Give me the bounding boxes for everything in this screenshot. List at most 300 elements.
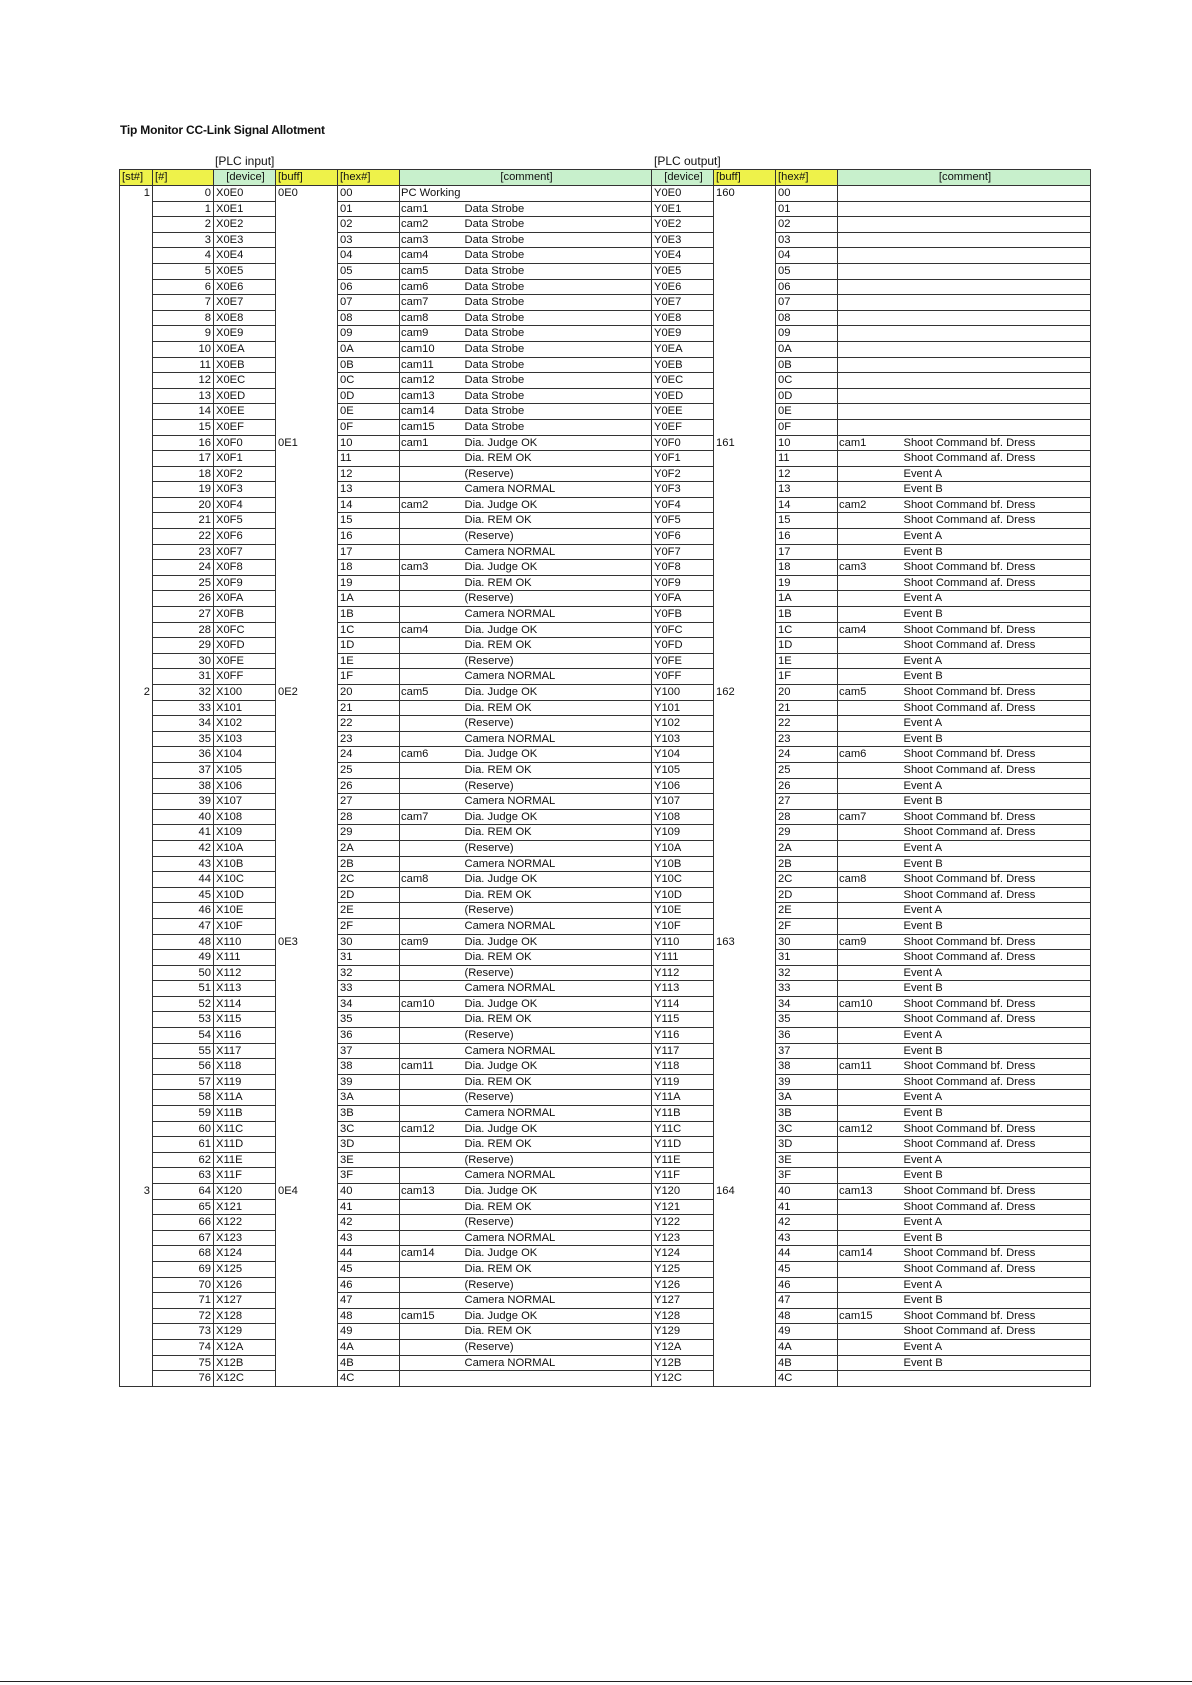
cell-output-hex: 22 bbox=[776, 716, 838, 732]
cell-input-camera bbox=[400, 529, 463, 545]
cell-input-camera: cam7 bbox=[400, 295, 463, 311]
cell-output-camera: cam7 bbox=[838, 809, 902, 825]
cell-output-buffer bbox=[714, 996, 776, 1012]
cell-output-hex: 37 bbox=[776, 1043, 838, 1059]
cell-input-comment: Dia. Judge OK bbox=[463, 622, 652, 638]
cell-input-buffer bbox=[276, 201, 338, 217]
cell-input-comment: Camera NORMAL bbox=[463, 1168, 652, 1184]
cell-output-comment bbox=[902, 310, 1091, 326]
cell-output-buffer bbox=[714, 1324, 776, 1340]
cell-input-comment: (Reserve) bbox=[463, 1339, 652, 1355]
cell-input-hex: 17 bbox=[338, 544, 400, 560]
cell-input-camera bbox=[400, 466, 463, 482]
cell-input-hex: 00 bbox=[338, 186, 400, 202]
table-row bbox=[120, 1090, 1091, 1106]
cell-input-buffer bbox=[276, 965, 338, 981]
cell-input-camera: cam6 bbox=[400, 279, 463, 295]
table-row bbox=[120, 934, 1091, 950]
cell-output-device: Y0FD bbox=[652, 638, 714, 654]
cell-input-camera: cam7 bbox=[400, 809, 463, 825]
cell-output-device: Y10B bbox=[652, 856, 714, 872]
table-row bbox=[120, 1028, 1091, 1044]
cell-input-comment: Dia. REM OK bbox=[463, 1261, 652, 1277]
cell-input-hex: 47 bbox=[338, 1293, 400, 1309]
cell-input-camera: cam5 bbox=[400, 685, 463, 701]
cell-output-device: Y0ED bbox=[652, 388, 714, 404]
cell-output-camera bbox=[838, 716, 902, 732]
cell-input-camera: cam1 bbox=[400, 201, 463, 217]
cell-input-hex: 13 bbox=[338, 482, 400, 498]
cell-input-device: X116 bbox=[214, 1028, 276, 1044]
cell-output-hex: 0C bbox=[776, 373, 838, 389]
cell-output-comment: Shoot Command af. Dress bbox=[902, 638, 1091, 654]
cell-output-buffer bbox=[714, 1215, 776, 1231]
cell-output-comment: Shoot Command af. Dress bbox=[902, 762, 1091, 778]
cell-input-camera: cam9 bbox=[400, 326, 463, 342]
table-row bbox=[120, 497, 1091, 513]
cell-output-comment: Shoot Command bf. Dress bbox=[902, 872, 1091, 888]
cell-number: 70 bbox=[153, 1277, 214, 1293]
cell-output-camera bbox=[838, 201, 902, 217]
cell-output-device: Y102 bbox=[652, 716, 714, 732]
cell-input-comment: Dia. REM OK bbox=[463, 513, 652, 529]
table-row bbox=[120, 794, 1091, 810]
cell-output-comment: Shoot Command af. Dress bbox=[902, 1324, 1091, 1340]
table-row bbox=[120, 981, 1091, 997]
cell-output-camera bbox=[838, 856, 902, 872]
cell-station bbox=[120, 731, 153, 747]
cell-output-camera bbox=[838, 825, 902, 841]
cell-output-comment: Event A bbox=[902, 1339, 1091, 1355]
cell-input-camera bbox=[400, 1012, 463, 1028]
cell-input-camera bbox=[400, 575, 463, 591]
cell-output-device: Y0FB bbox=[652, 607, 714, 623]
cell-input-device: X12A bbox=[214, 1339, 276, 1355]
cell-input-device: X0E3 bbox=[214, 232, 276, 248]
cell-number: 39 bbox=[153, 794, 214, 810]
cell-input-device: X0FC bbox=[214, 622, 276, 638]
cell-output-hex: 1A bbox=[776, 591, 838, 607]
cell-number: 41 bbox=[153, 825, 214, 841]
table-row bbox=[120, 965, 1091, 981]
cell-input-hex: 41 bbox=[338, 1199, 400, 1215]
cell-output-comment bbox=[902, 373, 1091, 389]
cell-output-comment: Event B bbox=[902, 1293, 1091, 1309]
cell-number: 22 bbox=[153, 529, 214, 545]
cell-output-hex: 10 bbox=[776, 435, 838, 451]
cell-station bbox=[120, 357, 153, 373]
cell-output-hex: 45 bbox=[776, 1261, 838, 1277]
cell-output-hex: 1B bbox=[776, 607, 838, 623]
cell-output-hex: 49 bbox=[776, 1324, 838, 1340]
cell-station bbox=[120, 840, 153, 856]
cell-input-hex: 40 bbox=[338, 1184, 400, 1200]
cell-input-hex: 1C bbox=[338, 622, 400, 638]
cell-output-buffer: 161 bbox=[714, 435, 776, 451]
cell-input-hex: 45 bbox=[338, 1261, 400, 1277]
cell-station bbox=[120, 1199, 153, 1215]
cell-output-comment: Shoot Command af. Dress bbox=[902, 513, 1091, 529]
cell-output-camera bbox=[838, 1012, 902, 1028]
cell-output-camera bbox=[838, 1152, 902, 1168]
plc-input-label: [PLC input] bbox=[215, 154, 275, 168]
cell-output-buffer bbox=[714, 1308, 776, 1324]
cell-input-device: X10C bbox=[214, 872, 276, 888]
cell-input-hex: 12 bbox=[338, 466, 400, 482]
cell-output-camera bbox=[838, 981, 902, 997]
cell-input-hex: 23 bbox=[338, 731, 400, 747]
cell-input-buffer bbox=[276, 1199, 338, 1215]
cell-output-device: Y101 bbox=[652, 700, 714, 716]
cell-input-comment: Camera NORMAL bbox=[463, 544, 652, 560]
cell-input-hex: 08 bbox=[338, 310, 400, 326]
cell-input-comment: Data Strobe bbox=[463, 295, 652, 311]
cell-output-hex: 21 bbox=[776, 700, 838, 716]
cell-output-buffer bbox=[714, 1371, 776, 1387]
cell-input-buffer bbox=[276, 887, 338, 903]
cell-input-comment: Data Strobe bbox=[463, 201, 652, 217]
cell-number: 40 bbox=[153, 809, 214, 825]
header-out-device: [device] bbox=[652, 170, 714, 186]
cell-input-device: X0E6 bbox=[214, 279, 276, 295]
cell-number: 2 bbox=[153, 217, 214, 233]
cell-input-camera: cam10 bbox=[400, 341, 463, 357]
cell-output-comment: Event B bbox=[902, 1168, 1091, 1184]
cell-input-comment: (Reserve) bbox=[463, 1152, 652, 1168]
document-title: Tip Monitor CC-Link Signal Allotment bbox=[120, 123, 325, 137]
cell-output-device: Y11D bbox=[652, 1137, 714, 1153]
cell-input-comment: (Reserve) bbox=[463, 653, 652, 669]
cell-input-hex: 28 bbox=[338, 809, 400, 825]
cell-number: 54 bbox=[153, 1028, 214, 1044]
cell-number: 68 bbox=[153, 1246, 214, 1262]
table-row bbox=[120, 1355, 1091, 1371]
table-row bbox=[120, 762, 1091, 778]
cell-input-hex: 02 bbox=[338, 217, 400, 233]
cell-output-hex: 2D bbox=[776, 887, 838, 903]
cell-input-hex: 22 bbox=[338, 716, 400, 732]
cell-input-camera bbox=[400, 965, 463, 981]
cell-output-hex: 1C bbox=[776, 622, 838, 638]
cell-input-camera: cam12 bbox=[400, 1121, 463, 1137]
cell-output-comment: Shoot Command af. Dress bbox=[902, 950, 1091, 966]
cell-input-comment: Camera NORMAL bbox=[463, 482, 652, 498]
cell-output-device: Y11C bbox=[652, 1121, 714, 1137]
cell-input-hex: 48 bbox=[338, 1308, 400, 1324]
cell-input-hex: 2A bbox=[338, 840, 400, 856]
table-row bbox=[120, 747, 1091, 763]
cell-output-comment: Shoot Command bf. Dress bbox=[902, 809, 1091, 825]
cell-output-device: Y0E5 bbox=[652, 263, 714, 279]
cell-output-buffer bbox=[714, 840, 776, 856]
table-row bbox=[120, 856, 1091, 872]
cell-input-camera bbox=[400, 1090, 463, 1106]
cell-station: 2 bbox=[120, 685, 153, 701]
cell-input-buffer bbox=[276, 279, 338, 295]
cell-input-hex: 3C bbox=[338, 1121, 400, 1137]
cell-output-device: Y104 bbox=[652, 747, 714, 763]
cell-input-camera: cam6 bbox=[400, 747, 463, 763]
cell-output-camera: cam14 bbox=[838, 1246, 902, 1262]
cell-output-comment bbox=[902, 419, 1091, 435]
cell-station bbox=[120, 451, 153, 467]
cell-input-device: X105 bbox=[214, 762, 276, 778]
cell-station bbox=[120, 903, 153, 919]
cell-input-buffer bbox=[276, 1090, 338, 1106]
cell-output-hex: 03 bbox=[776, 232, 838, 248]
cell-output-hex: 08 bbox=[776, 310, 838, 326]
cell-input-device: X115 bbox=[214, 1012, 276, 1028]
cell-station: 1 bbox=[120, 186, 153, 202]
cell-output-comment: Event A bbox=[902, 965, 1091, 981]
cell-input-comment: Dia. Judge OK bbox=[463, 747, 652, 763]
cell-output-hex: 2B bbox=[776, 856, 838, 872]
table-row bbox=[120, 1246, 1091, 1262]
cell-input-camera bbox=[400, 1230, 463, 1246]
cell-output-buffer bbox=[714, 981, 776, 997]
cell-output-comment: Shoot Command af. Dress bbox=[902, 1137, 1091, 1153]
cell-output-device: Y126 bbox=[652, 1277, 714, 1293]
cell-input-hex: 2E bbox=[338, 903, 400, 919]
cell-input-buffer bbox=[276, 700, 338, 716]
cell-input-device: X108 bbox=[214, 809, 276, 825]
cell-output-comment: Event B bbox=[902, 669, 1091, 685]
cell-input-hex: 04 bbox=[338, 248, 400, 264]
cell-output-comment bbox=[902, 326, 1091, 342]
cell-input-comment: Dia. Judge OK bbox=[463, 1184, 652, 1200]
table-row bbox=[120, 1230, 1091, 1246]
cell-output-camera bbox=[838, 248, 902, 264]
cell-output-buffer bbox=[714, 1028, 776, 1044]
cell-input-device: X120 bbox=[214, 1184, 276, 1200]
cell-output-buffer bbox=[714, 201, 776, 217]
cell-station bbox=[120, 435, 153, 451]
cell-input-camera bbox=[400, 716, 463, 732]
cell-input-hex: 29 bbox=[338, 825, 400, 841]
cell-input-camera bbox=[400, 1324, 463, 1340]
cell-input-comment: Dia. REM OK bbox=[463, 1324, 652, 1340]
cell-input-hex: 46 bbox=[338, 1277, 400, 1293]
cell-station bbox=[120, 388, 153, 404]
cell-output-device: Y107 bbox=[652, 794, 714, 810]
cell-station bbox=[120, 1090, 153, 1106]
cell-output-device: Y0FF bbox=[652, 669, 714, 685]
cell-output-buffer bbox=[714, 1012, 776, 1028]
cell-input-device: X112 bbox=[214, 965, 276, 981]
cell-output-camera bbox=[838, 591, 902, 607]
cell-output-device: Y127 bbox=[652, 1293, 714, 1309]
cell-output-comment: Event A bbox=[902, 653, 1091, 669]
cell-input-hex: 20 bbox=[338, 685, 400, 701]
cell-output-buffer bbox=[714, 950, 776, 966]
cell-number: 19 bbox=[153, 482, 214, 498]
cell-input-buffer bbox=[276, 638, 338, 654]
cell-input-buffer bbox=[276, 981, 338, 997]
cell-output-camera bbox=[838, 1168, 902, 1184]
cell-input-device: X0E9 bbox=[214, 326, 276, 342]
cell-output-hex: 28 bbox=[776, 809, 838, 825]
cell-output-camera bbox=[838, 341, 902, 357]
cell-output-buffer bbox=[714, 404, 776, 420]
cell-input-comment: Camera NORMAL bbox=[463, 856, 652, 872]
cell-output-camera bbox=[838, 1043, 902, 1059]
table-row bbox=[120, 918, 1091, 934]
cell-output-device: Y11B bbox=[652, 1106, 714, 1122]
cell-input-comment: (Reserve) bbox=[463, 1028, 652, 1044]
cell-input-device: X101 bbox=[214, 700, 276, 716]
cell-output-device: Y10F bbox=[652, 918, 714, 934]
table-row bbox=[120, 1012, 1091, 1028]
cell-input-buffer bbox=[276, 607, 338, 623]
cell-output-comment: Event A bbox=[902, 778, 1091, 794]
cell-output-buffer bbox=[714, 607, 776, 623]
cell-station bbox=[120, 825, 153, 841]
cell-output-camera bbox=[838, 778, 902, 794]
table-row bbox=[120, 326, 1091, 342]
cell-input-comment: Dia. REM OK bbox=[463, 700, 652, 716]
cell-input-device: X113 bbox=[214, 981, 276, 997]
cell-output-buffer bbox=[714, 856, 776, 872]
cell-input-hex: 01 bbox=[338, 201, 400, 217]
cell-output-device: Y0EF bbox=[652, 419, 714, 435]
cell-station bbox=[120, 1230, 153, 1246]
cell-input-hex: 0C bbox=[338, 373, 400, 389]
cell-input-device: X0FB bbox=[214, 607, 276, 623]
cell-number: 75 bbox=[153, 1355, 214, 1371]
cell-input-device: X126 bbox=[214, 1277, 276, 1293]
cell-output-buffer bbox=[714, 622, 776, 638]
cell-input-comment: (Reserve) bbox=[463, 529, 652, 545]
cell-input-hex: 33 bbox=[338, 981, 400, 997]
cell-output-device: Y114 bbox=[652, 996, 714, 1012]
cell-input-buffer bbox=[276, 950, 338, 966]
cell-output-hex: 33 bbox=[776, 981, 838, 997]
cell-station bbox=[120, 638, 153, 654]
cell-output-comment: Shoot Command bf. Dress bbox=[902, 622, 1091, 638]
cell-output-device: Y0E6 bbox=[652, 279, 714, 295]
table-row bbox=[120, 840, 1091, 856]
cell-input-device: X0E2 bbox=[214, 217, 276, 233]
cell-station bbox=[120, 591, 153, 607]
cell-input-device: X0F3 bbox=[214, 482, 276, 498]
cell-number: 1 bbox=[153, 201, 214, 217]
cell-output-device: Y0FA bbox=[652, 591, 714, 607]
cell-output-camera bbox=[838, 1215, 902, 1231]
cell-output-buffer bbox=[714, 653, 776, 669]
cell-input-camera bbox=[400, 762, 463, 778]
cell-output-buffer bbox=[714, 1137, 776, 1153]
cell-number: 13 bbox=[153, 388, 214, 404]
cell-input-device: X100 bbox=[214, 685, 276, 701]
cell-input-comment: Dia. Judge OK bbox=[463, 934, 652, 950]
cell-station bbox=[120, 1339, 153, 1355]
cell-input-buffer bbox=[276, 747, 338, 763]
cell-output-buffer bbox=[714, 373, 776, 389]
cell-output-hex: 34 bbox=[776, 996, 838, 1012]
cell-input-device: X10F bbox=[214, 918, 276, 934]
cell-output-hex: 31 bbox=[776, 950, 838, 966]
cell-number: 46 bbox=[153, 903, 214, 919]
cell-output-device: Y0F0 bbox=[652, 435, 714, 451]
cell-output-buffer bbox=[714, 1074, 776, 1090]
cell-output-comment: Shoot Command bf. Dress bbox=[902, 747, 1091, 763]
cell-input-buffer bbox=[276, 716, 338, 732]
cell-station bbox=[120, 1106, 153, 1122]
cell-output-comment bbox=[902, 341, 1091, 357]
cell-number: 42 bbox=[153, 840, 214, 856]
table-row bbox=[120, 825, 1091, 841]
page-bottom-rule bbox=[0, 1681, 1192, 1682]
cell-output-comment: Event B bbox=[902, 731, 1091, 747]
cell-output-camera bbox=[838, 388, 902, 404]
cell-input-device: X0FF bbox=[214, 669, 276, 685]
cell-station bbox=[120, 404, 153, 420]
cell-output-camera bbox=[838, 575, 902, 591]
cell-input-device: X0F0 bbox=[214, 435, 276, 451]
cell-input-device: X102 bbox=[214, 716, 276, 732]
cell-input-device: X0F5 bbox=[214, 513, 276, 529]
cell-input-hex: 0F bbox=[338, 419, 400, 435]
cell-output-hex: 18 bbox=[776, 560, 838, 576]
cell-output-camera bbox=[838, 903, 902, 919]
cell-output-comment: Event B bbox=[902, 1106, 1091, 1122]
cell-output-buffer bbox=[714, 544, 776, 560]
cell-input-hex: 09 bbox=[338, 326, 400, 342]
cell-output-device: Y0F2 bbox=[652, 466, 714, 482]
cell-input-camera: PC Working bbox=[400, 186, 463, 202]
cell-input-buffer bbox=[276, 1074, 338, 1090]
cell-input-device: X0E0 bbox=[214, 186, 276, 202]
cell-input-comment: Dia. REM OK bbox=[463, 762, 652, 778]
cell-input-buffer bbox=[276, 1277, 338, 1293]
cell-output-comment: Event B bbox=[902, 544, 1091, 560]
cell-input-camera: cam3 bbox=[400, 560, 463, 576]
cell-output-hex: 23 bbox=[776, 731, 838, 747]
cell-output-device: Y0EB bbox=[652, 357, 714, 373]
cell-input-buffer bbox=[276, 1043, 338, 1059]
cell-output-hex: 41 bbox=[776, 1199, 838, 1215]
cell-output-device: Y0FC bbox=[652, 622, 714, 638]
cell-input-comment: Data Strobe bbox=[463, 404, 652, 420]
table-row bbox=[120, 685, 1091, 701]
cell-output-comment bbox=[902, 263, 1091, 279]
table-row bbox=[120, 1308, 1091, 1324]
cell-input-hex: 27 bbox=[338, 794, 400, 810]
table-row bbox=[120, 560, 1091, 576]
cell-output-hex: 30 bbox=[776, 934, 838, 950]
cell-number: 12 bbox=[153, 373, 214, 389]
cell-input-device: X0FD bbox=[214, 638, 276, 654]
cell-input-hex: 06 bbox=[338, 279, 400, 295]
table-row bbox=[120, 1184, 1091, 1200]
cell-input-camera bbox=[400, 544, 463, 560]
cell-output-hex: 11 bbox=[776, 451, 838, 467]
cell-input-comment: Dia. Judge OK bbox=[463, 685, 652, 701]
cell-output-camera bbox=[838, 1371, 902, 1387]
table-row bbox=[120, 466, 1091, 482]
cell-output-comment: Shoot Command bf. Dress bbox=[902, 1184, 1091, 1200]
cell-input-camera: cam15 bbox=[400, 419, 463, 435]
cell-output-comment: Event A bbox=[902, 529, 1091, 545]
cell-output-camera bbox=[838, 186, 902, 202]
table-row bbox=[120, 357, 1091, 373]
cell-output-buffer: 162 bbox=[714, 685, 776, 701]
cell-input-buffer bbox=[276, 1246, 338, 1262]
cell-input-device: X0EF bbox=[214, 419, 276, 435]
cell-input-buffer bbox=[276, 1293, 338, 1309]
cell-input-camera bbox=[400, 1168, 463, 1184]
table-row bbox=[120, 373, 1091, 389]
